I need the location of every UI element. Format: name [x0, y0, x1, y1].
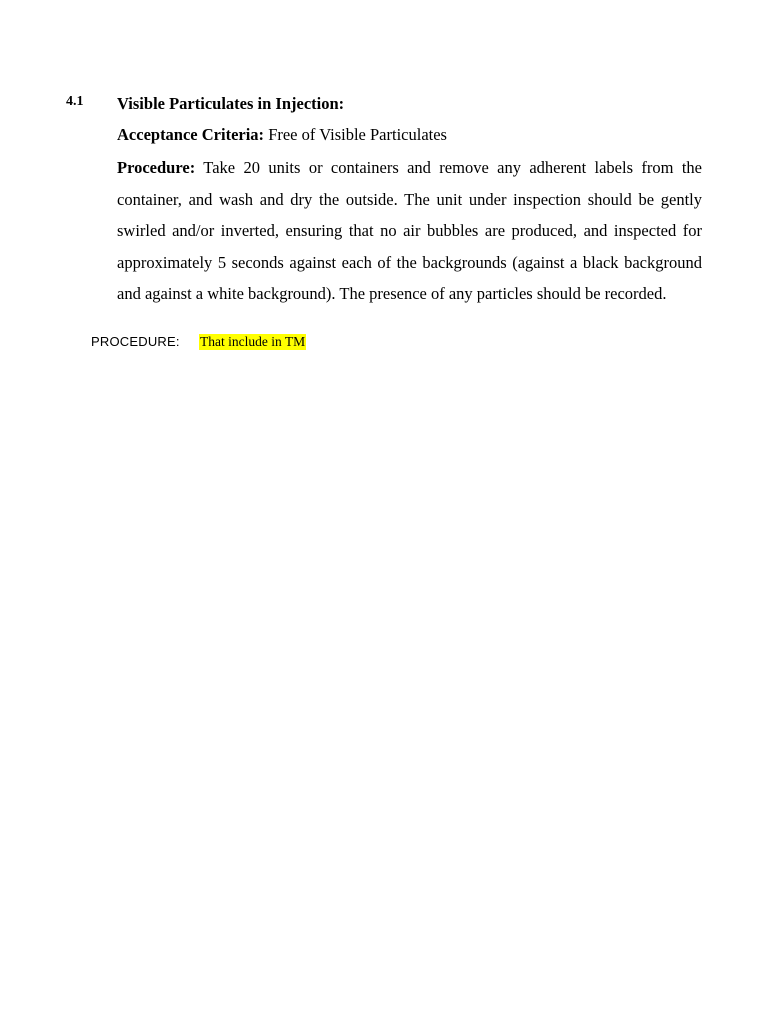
acceptance-criteria-value: Free of Visible Particulates: [264, 125, 447, 144]
acceptance-criteria-label: Acceptance Criteria:: [117, 125, 265, 144]
procedure-label: Procedure:: [117, 158, 196, 177]
procedure-paragraph: [117, 152, 702, 310]
procedure-note: [91, 334, 306, 349]
acceptance-criteria: [117, 125, 447, 145]
procedure-text: Take 20 units or containers and remove any adherent labels from the container, and wash and dry the outside. The unit under inspection should be gently swirled and/or inverted, ensuring that no air bubbles are produced, and inspected for approximately 5 seconds against each of the backgrounds (against a black background and against a white background). The presence of any particles should be recorded.: [117, 158, 702, 303]
procedure-note-highlight: That include in TM: [200, 334, 306, 349]
section-number: 4.1: [66, 94, 84, 109]
section-title: Visible Particulates in Injection:: [117, 94, 345, 113]
procedure-note-label: PROCEDURE:: [91, 334, 180, 349]
